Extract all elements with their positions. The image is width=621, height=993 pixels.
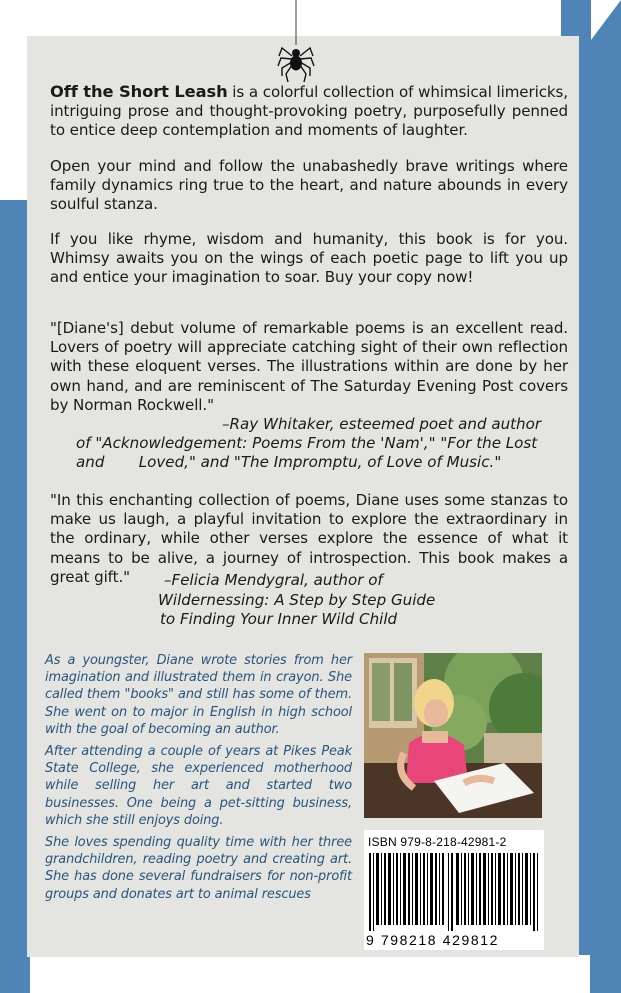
author-bio-paragraph-1: As a youngster, Diane wrote stories from her imagination and illustrated them in crayon. She called them "books" and still has some of them. She went on to major in English in high school with the goal of becoming an author. (45, 653, 352, 737)
spider-icon (276, 0, 316, 85)
barcode-icon (369, 853, 539, 931)
review-quote-1: "[Diane's] debut volume of remarkable poems is an excellent read. Lovers of poetry will appreciate catching sight of their own reflection with these eloquent verses. The illustrations within are done by her own hand, and are reminiscent of The Saturday Evening Post covers by Norman Rockwell." (50, 319, 568, 414)
review-2-book-line-2: to Finding Your Inner Wild Child (160, 610, 398, 628)
bottom-white-band (30, 955, 590, 993)
book-title: Off the Short Leash (50, 82, 228, 101)
review-2-book-line-1: Wildernessing: A Step by Step Guide (158, 591, 436, 609)
review-quote-2: "In this enchanting collection of poems, Diane uses some stanzas to make us laugh, a playful invitation to explore the extraordinary in the ordinary, while other verses explore the essence of what it means to be alive, a journey of introspection. This book makes a great gift." (50, 491, 568, 586)
barcode-number: 9 798218 429812 (366, 932, 499, 948)
author-bio-paragraph-3: She loves spending quality time with her three grandchildren, reading poetry and creating art. She has done several fundraisers for non-profit groups and donates art to animal rescues (45, 835, 352, 902)
review-1-works-line-2: Loved," and "The Impromptu, of Love of Music." (138, 453, 502, 471)
author-bio-paragraph-2: After attending a couple of years at Pikes Peak State College, she experienced motherhood while selling her art and started two businesses. One being a pet-sitting business, which she still enjoys doing. (45, 744, 352, 828)
isbn-label: ISBN 979-8-218-42981-2 (368, 835, 507, 849)
left-blue-band (0, 200, 30, 993)
intro-paragraph-3: If you like rhyme, wisdom and humanity, this book is for you. Whimsy awaits you on the wings of each poetic page to lift you up and entice your imagination to soar. Buy your copy now! (50, 230, 568, 287)
review-1-works-line-1: of "Acknowledgement: Poems From the 'Nam'," "For the Lost and (76, 434, 538, 472)
intro-paragraph-1: Off the Short Leash is a colorful collection of whimsical limericks, intriguing prose and thought-provoking poetry, purposefully penned to entice deep contemplation and moments of laughter. (50, 82, 568, 140)
review-1-attribution: –Ray Whitaker, esteemed poet and author (222, 415, 542, 433)
author-photo (364, 653, 542, 818)
review-2-attribution: –Felicia Mendygral, author of (164, 571, 383, 589)
intro-paragraph-2: Open your mind and follow the unabashedly brave writings where family dynamics ring true to the heart, and nature abounds in every soulful stanza. (50, 157, 568, 214)
